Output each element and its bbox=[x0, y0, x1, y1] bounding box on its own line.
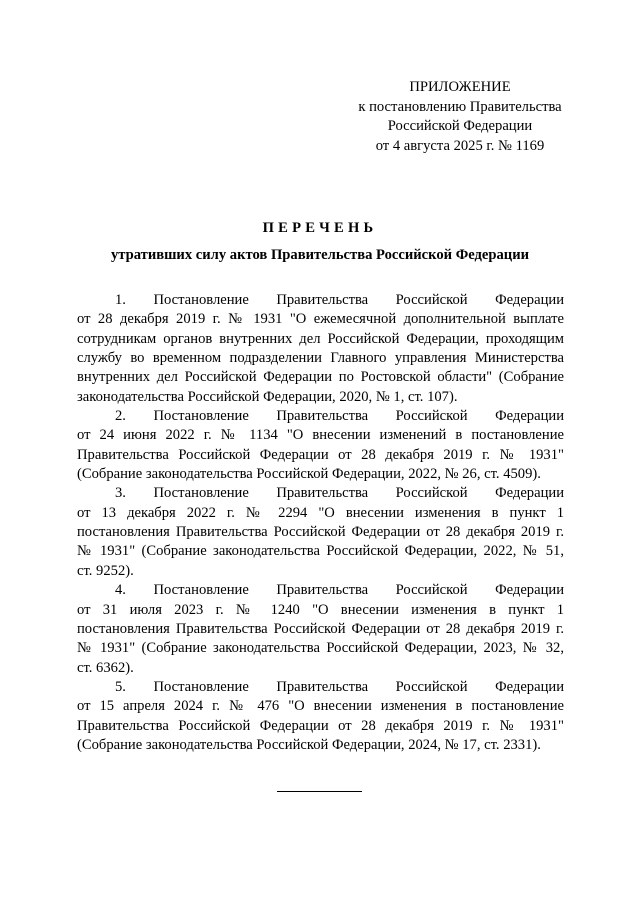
item-line: постановления Правительства Российской Федерации от 28 декабря 2019 г. bbox=[77, 524, 564, 541]
item-line: ст. 9252). bbox=[77, 562, 134, 579]
item-line: законодательства Российской Федерации, 2020, № 1, ст. 107). bbox=[77, 388, 458, 405]
acts-list bbox=[77, 291, 564, 755]
item-line: 2. Постановление Правительства Российской Федерации bbox=[115, 408, 564, 425]
document-subtitle: утративших силу актов Правительства Российской Федерации bbox=[110, 247, 530, 263]
item-line: постановления Правительства Российской Федерации от 28 декабря 2019 г. bbox=[77, 620, 564, 637]
item-line: № 1931" (Собрание законодательства Российской Федерации, 2022, № 51, bbox=[77, 543, 564, 560]
appendix-government: Российской Федерации bbox=[387, 118, 533, 134]
appendix-header bbox=[340, 78, 580, 156]
item-line: от 28 декабря 2019 г. № 1931 "О ежемесячной дополнительной выплате bbox=[77, 311, 564, 328]
appendix-label: ПРИЛОЖЕНИЕ bbox=[409, 79, 511, 95]
item-line: службу во временном подразделении Главного управления Министерства bbox=[77, 350, 564, 367]
item-line: от 24 июня 2022 г. № 1134 "О внесении изменений в постановление bbox=[77, 427, 564, 444]
list-item bbox=[77, 484, 564, 581]
item-line: Правительства Российской Федерации от 28 декабря 2019 г. № 1931" bbox=[77, 717, 564, 734]
list-item bbox=[77, 291, 564, 407]
item-line: (Собрание законодательства Российской Федерации, 2022, № 26, ст. 4509). bbox=[77, 466, 541, 483]
item-line: 1. Постановление Правительства Российской Федерации bbox=[115, 292, 564, 308]
document-title: ПЕРЕЧЕНЬ bbox=[262, 220, 378, 236]
item-line: внутренних дел Российской Федерации по Ростовской области" (Собрание bbox=[77, 369, 564, 386]
item-line: от 13 декабря 2022 г. № 2294 "О внесении изменения в пункт 1 bbox=[77, 504, 564, 521]
list-item bbox=[77, 678, 564, 755]
appendix-date-number: от 4 августа 2025 г. № 1169 bbox=[375, 137, 545, 154]
item-line: от 31 июля 2023 г. № 1240 "О внесении изменения в пункт 1 bbox=[77, 601, 564, 618]
item-line: 4. Постановление Правительства Российской Федерации bbox=[115, 582, 564, 599]
item-line: 3. Постановление Правительства Российской Федерации bbox=[115, 485, 564, 502]
item-line: ст. 6362). bbox=[77, 659, 134, 676]
appendix-resolution-ref: к постановлению Правительства bbox=[358, 98, 562, 115]
list-item bbox=[77, 407, 564, 484]
item-line: Правительства Российской Федерации от 28 декабря 2019 г. № 1931" bbox=[77, 446, 564, 463]
item-line: (Собрание законодательства Российской Федерации, 2024, № 17, ст. 2331). bbox=[77, 736, 541, 753]
item-line: от 15 апреля 2024 г. № 476 "О внесении изменения в постановление bbox=[77, 698, 564, 715]
closing-divider bbox=[277, 791, 362, 792]
item-line: 5. Постановление Правительства Российской Федерации bbox=[115, 678, 564, 695]
list-item bbox=[77, 581, 564, 678]
item-line: № 1931" (Собрание законодательства Российской Федерации, 2023, № 32, bbox=[77, 640, 564, 657]
item-line: сотрудникам органов внутренних дел Российской Федерации, проходящим bbox=[77, 330, 564, 347]
